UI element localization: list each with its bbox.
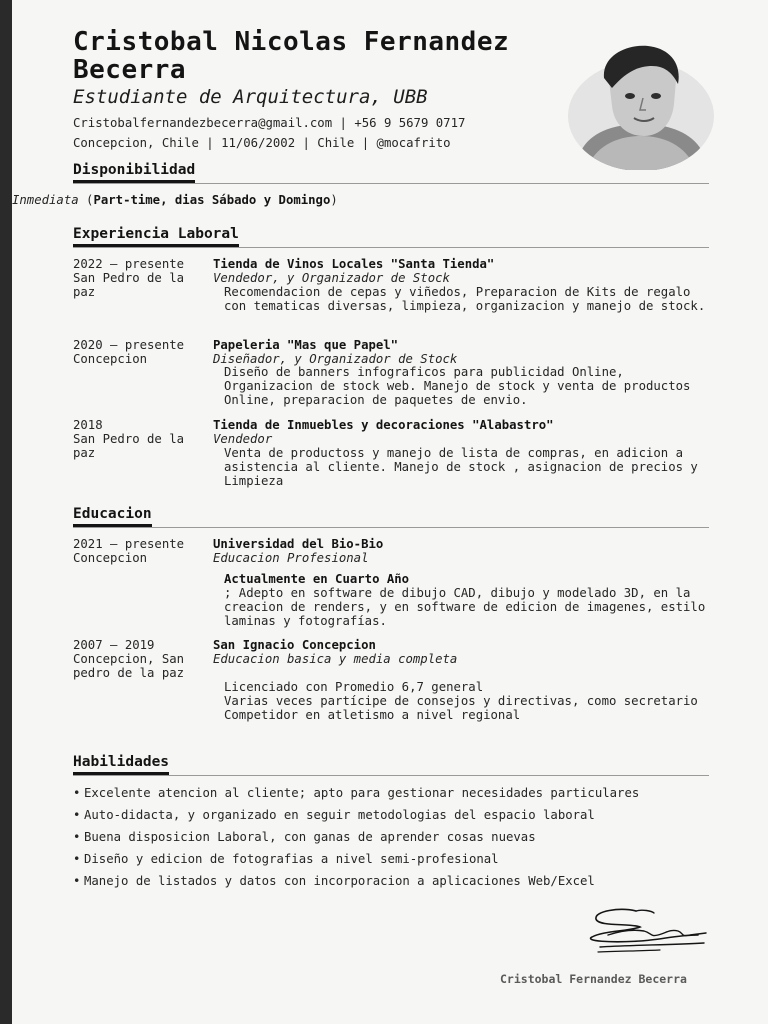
skill-text: Excelente atencion al cliente; apto para gestionar necesidades particulares bbox=[84, 786, 640, 800]
experience-role: Vendedor bbox=[213, 432, 273, 446]
experience-description: Venta de productoss y manejo de lista de compras, en adicion a asistencia al cliente. Manejo de stock , asignacion de precios y Limpieza bbox=[224, 446, 698, 488]
education-institution: Universidad del Bio-Bio bbox=[213, 537, 384, 551]
experience-place: San Pedro de la paz bbox=[73, 432, 185, 460]
experience-period: 2018 bbox=[73, 418, 103, 432]
section-heading-availability: Disponibilidad bbox=[73, 162, 195, 183]
section-divider bbox=[73, 247, 709, 248]
section-heading-education: Educacion bbox=[73, 506, 152, 527]
name-line-1: Cristobal Nicolas Fernandez bbox=[73, 27, 510, 57]
section-heading-skills: Habilidades bbox=[73, 754, 169, 775]
resume-page bbox=[12, 0, 768, 1024]
handwritten-signature bbox=[580, 905, 710, 961]
bullet-icon: • bbox=[73, 830, 81, 844]
signature-name: Cristobal Fernandez Becerra bbox=[500, 972, 687, 986]
education-detail-line: Licenciado con Promedio 6,7 general bbox=[224, 680, 484, 694]
education-meta bbox=[73, 638, 199, 680]
skill-text: Diseño y edicion de fotografias a nivel semi-profesional bbox=[84, 852, 499, 866]
education-detail-line: Varias veces partícipe de consejos y directivas, como secretario bbox=[224, 694, 698, 708]
skill-item bbox=[73, 782, 713, 804]
contact-line-email-phone: Cristobalfernandezbecerra@gmail.com | +56 9 5679 0717 bbox=[73, 116, 466, 130]
contact-line-location-social: Concepcion, Chile | 11/06/2002 | Chile | @mocafrito bbox=[73, 136, 451, 150]
experience-role: Diseñador, y Organizador de Stock bbox=[213, 352, 458, 366]
education-heading bbox=[213, 537, 383, 565]
skill-text: Auto-didacta, y organizado en seguir metodologias del espacio laboral bbox=[84, 808, 595, 822]
profession-subtitle: Estudiante de Arquitectura, UBB bbox=[73, 86, 428, 108]
experience-role: Vendedor, y Organizador de Stock bbox=[213, 271, 450, 285]
experience-company: Papeleria "Mas que Papel" bbox=[213, 338, 399, 352]
bullet-icon: • bbox=[73, 786, 81, 800]
bullet-icon: • bbox=[73, 874, 81, 888]
experience-place: Concepcion bbox=[73, 352, 148, 366]
education-place: Concepcion bbox=[73, 551, 148, 565]
education-details bbox=[224, 680, 714, 722]
education-institution: San Ignacio Concepcion bbox=[213, 638, 376, 652]
availability-text bbox=[12, 193, 338, 207]
experience-description: Diseño de banners infograficos para publicidad Online, Organizacion de stock web. Manejo de stock y venta de productos Online, preparacion de paquetes de envio. bbox=[224, 365, 691, 407]
education-period: 2021 – presente bbox=[73, 537, 185, 551]
skill-item bbox=[73, 848, 713, 870]
experience-meta bbox=[73, 338, 199, 366]
section-divider bbox=[73, 527, 709, 528]
skill-text: Buena disposicion Laboral, con ganas de aprender cosas nuevas bbox=[84, 830, 536, 844]
profile-photo bbox=[568, 44, 714, 170]
bullet-icon: • bbox=[73, 808, 81, 822]
education-program: Educacion Profesional bbox=[213, 551, 369, 565]
education-meta bbox=[73, 537, 199, 565]
education-program: Educacion basica y media completa bbox=[213, 652, 458, 666]
experience-company: Tienda de Inmuebles y decoraciones "Alabastro" bbox=[213, 418, 554, 432]
education-period: 2007 – 2019 bbox=[73, 638, 155, 652]
name-line-2: Becerra bbox=[73, 55, 187, 85]
experience-description: Recomendacion de cepas y viñedos, Preparacion de Kits de regalo con tematicas diversas, limpieza, organizacion y manejo de stock. bbox=[224, 285, 706, 313]
skill-text: Manejo de listados y datos con incorporacion a aplicaciones Web/Excel bbox=[84, 874, 595, 888]
availability-status: Inmediata bbox=[12, 193, 79, 207]
education-detail-line: Competidor en atletismo a nivel regional bbox=[224, 708, 521, 722]
education-details bbox=[224, 572, 714, 628]
experience-heading bbox=[213, 418, 554, 446]
experience-heading bbox=[213, 257, 494, 285]
section-divider bbox=[73, 775, 709, 776]
experience-meta bbox=[73, 418, 199, 460]
skill-item bbox=[73, 804, 713, 826]
section-divider bbox=[73, 183, 709, 184]
skill-item bbox=[73, 870, 713, 892]
experience-place: San Pedro de la paz bbox=[73, 271, 185, 299]
education-place: Concepcion, San pedro de la paz bbox=[73, 652, 185, 680]
education-description: ; Adepto en software de dibujo CAD, dibujo y modelado 3D, en la creacion de renders, y en software de edicion de imagenes, estilo laminas y fotografías. bbox=[224, 586, 706, 628]
experience-period: 2022 – presente bbox=[73, 257, 185, 271]
section-heading-experience: Experiencia Laboral bbox=[73, 226, 239, 247]
education-highlight: Actualmente en Cuarto Año bbox=[224, 572, 410, 586]
experience-period: 2020 – presente bbox=[73, 338, 185, 352]
availability-detail: Part-time, dias Sábado y Domingo bbox=[93, 193, 331, 207]
full-name bbox=[73, 28, 509, 84]
experience-meta bbox=[73, 257, 199, 299]
paren-open: ( bbox=[78, 193, 94, 207]
education-heading bbox=[213, 638, 457, 666]
skills-list bbox=[73, 782, 713, 892]
experience-heading bbox=[213, 338, 457, 366]
paren-close: ) bbox=[330, 193, 338, 207]
experience-company: Tienda de Vinos Locales "Santa Tienda" bbox=[213, 257, 495, 271]
bullet-icon: • bbox=[73, 852, 81, 866]
skill-item bbox=[73, 826, 713, 848]
